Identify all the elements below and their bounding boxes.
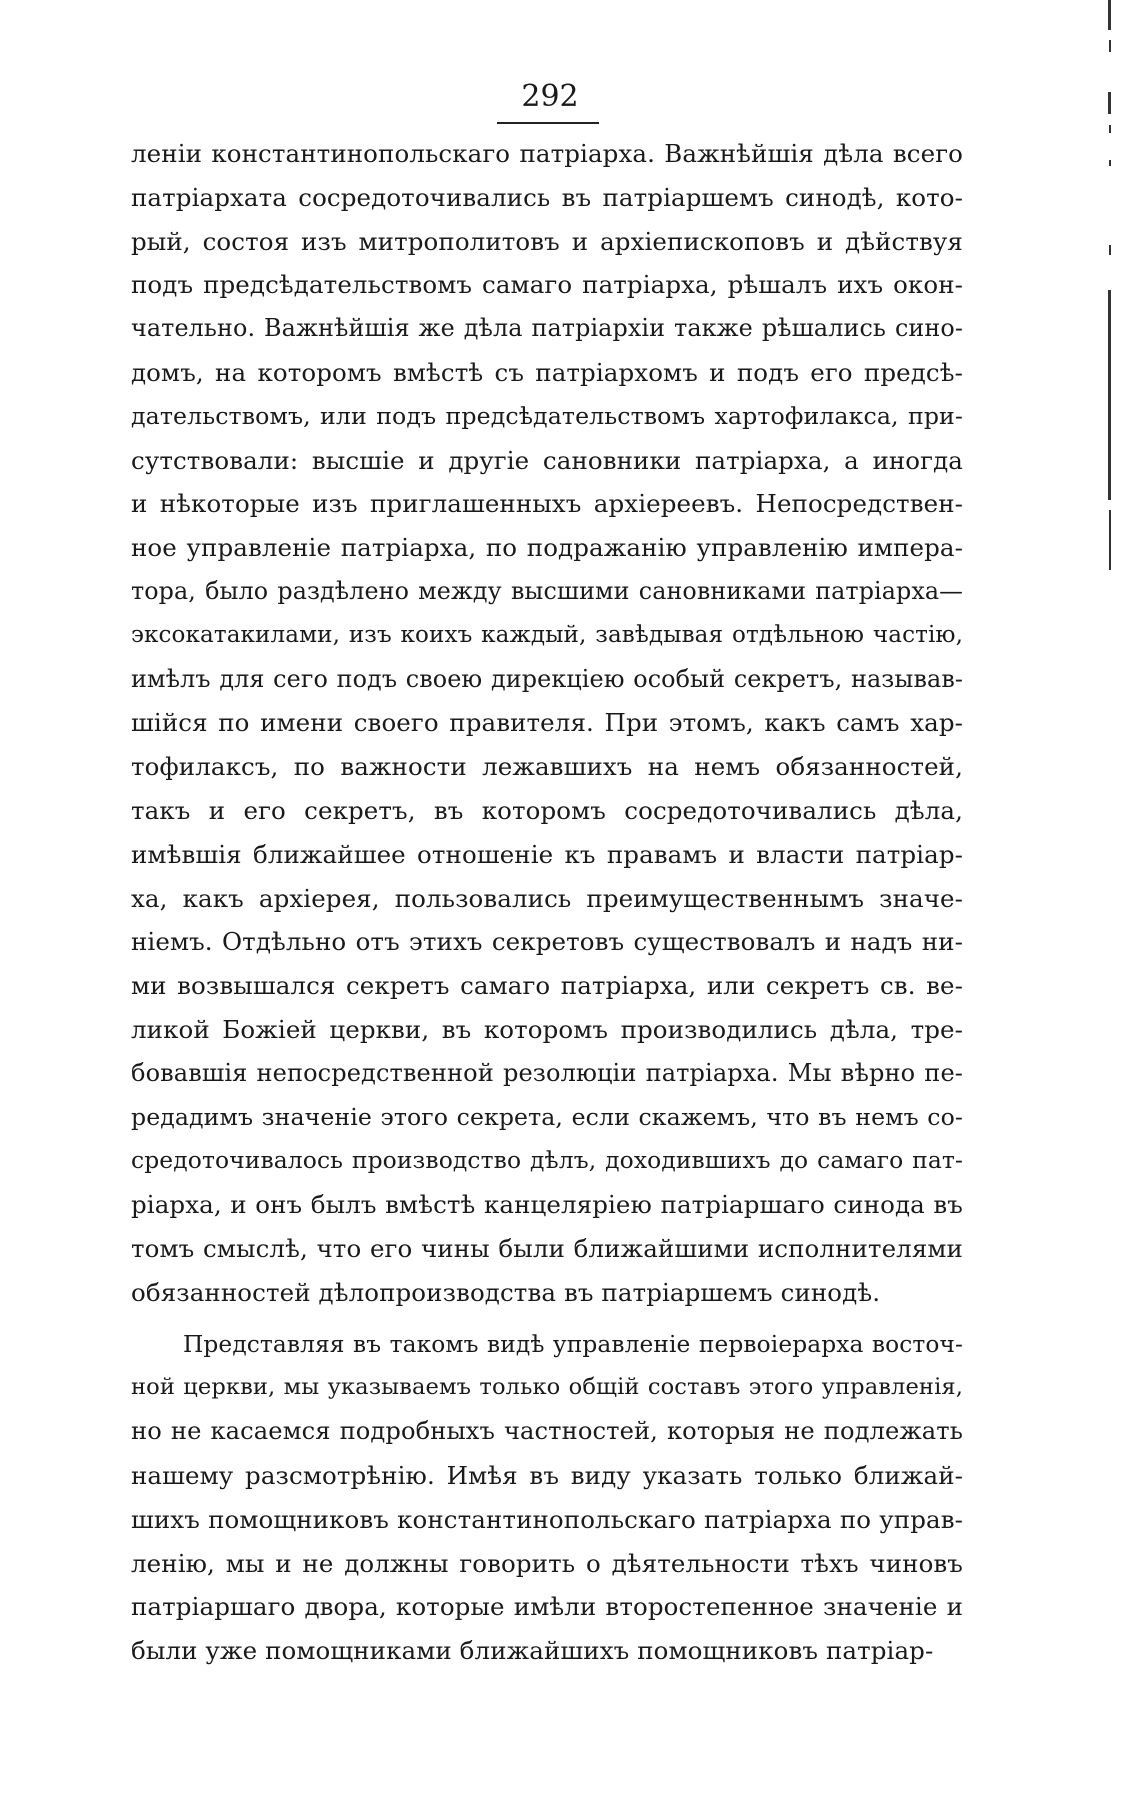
text-line: дательствомъ, или подъ предсѣдательствомъ хартофилакса, при- [131,401,963,430]
page-number-rule [497,122,599,124]
text-line: ной церкви, мы указываемъ только общій составъ этого управленія, [131,1374,963,1401]
text-line: эксокатакилами, изъ коихъ каждый, завѣдывая отдѣльною частію, [131,621,963,648]
text-line: имѣлъ для сего подъ своею дирекціею особый секретъ, называв- [131,664,963,693]
text-line: средоточивалось производство дѣлъ, доходившихъ до самаго пат- [131,1146,963,1175]
text-line: тофилаксъ, по важности лежавшихъ на немъ обязанностей, [131,752,963,782]
text-line: нашему разсмотрѣнію. Имѣя въ виду указать только ближай- [131,1460,963,1490]
text-line: рый, состоя изъ митрополитовъ и архіепископовъ и дѣйствуя [131,226,963,256]
text-line: сутствовали: высшіе и другіе сановники патріарха, а иногда [131,445,963,475]
text-line: редадимъ значеніе этого секрета, если скажемъ, что въ немъ со- [131,1102,963,1131]
text-line: обязанностей дѣлопроизводства въ патріаршемъ синодѣ. [131,1277,881,1307]
text-line: ми возвышался секретъ самаго патріарха, или секретъ св. ве- [131,971,963,1001]
page-edge-marks [1102,0,1122,1819]
text-line: патріаршаго двора, которые имѣли второстепенное значеніе и [131,1592,963,1622]
paragraph [131,132,963,1315]
text-line: ха, какъ архіерея, пользовались преимущественнымъ значе- [131,883,963,913]
text-line: томъ смыслѣ, что его чины были ближайшими исполнителями [131,1233,963,1263]
text-line: но не касаемся подробныхъ частностей, которыя не подлежать [131,1417,963,1446]
page-number: 292 [521,79,579,114]
text-line: ріарха, и онъ былъ вмѣстѣ канцеляріею патріаршаго синода въ [131,1190,963,1220]
paragraph-gap [131,1315,963,1323]
text-line: тора, было раздѣлено между высшими сановниками патріарха— [131,576,963,605]
text-line: такъ и его секретъ, въ которомъ сосредоточивались дѣла, [131,795,963,825]
text-line: ликой Божіей церкви, въ которомъ производились дѣла, тре- [131,1014,963,1044]
text-line: ніемъ. Отдѣльно отъ этихъ секретовъ существовалъ и надъ ни- [131,927,963,957]
text-line: ное управленіе патріарха, по подражанію управленію импера- [131,533,963,563]
text-line: шійся по имени своего правителя. При этомъ, какъ самъ хар- [131,708,963,738]
text-line: имѣвшія ближайшее отношеніе къ правамъ и власти патріар- [131,839,963,869]
text-line: бовавшія непосредственной резолюціи патріарха. Мы вѣрно пе- [131,1058,963,1087]
body-text [131,132,963,1673]
text-line: были уже помощниками ближайшихъ помощниковъ патріар- [131,1636,934,1666]
text-line: леніи константинопольскаго патріарха. Важнѣйшія дѣла всего [131,139,963,168]
text-line: ленію, мы и не должны говорить о дѣятельности тѣхъ чиновъ [131,1548,963,1578]
text-line: и нѣкоторые изъ приглашенныхъ архіереевъ. Непосредствен- [131,489,963,519]
text-line: патріархата сосредоточивались въ патріаршемъ синодѣ, кото- [131,182,963,212]
text-line: чательно. Важнѣйшія же дѣла патріархіи также рѣшались сино- [131,314,963,343]
text-line: домъ, на которомъ вмѣстѣ съ патріархомъ и подъ его предсѣ- [131,357,963,387]
text-line: Представляя въ такомъ видѣ управленіе первоіерарха восточ- [183,1330,963,1358]
paragraph [131,1323,963,1673]
text-line: шихъ помощниковъ константинопольскаго патріарха по управ- [131,1504,963,1534]
text-line: подъ предсѣдательствомъ самаго патріарха, рѣшалъ ихъ окон- [131,270,963,300]
